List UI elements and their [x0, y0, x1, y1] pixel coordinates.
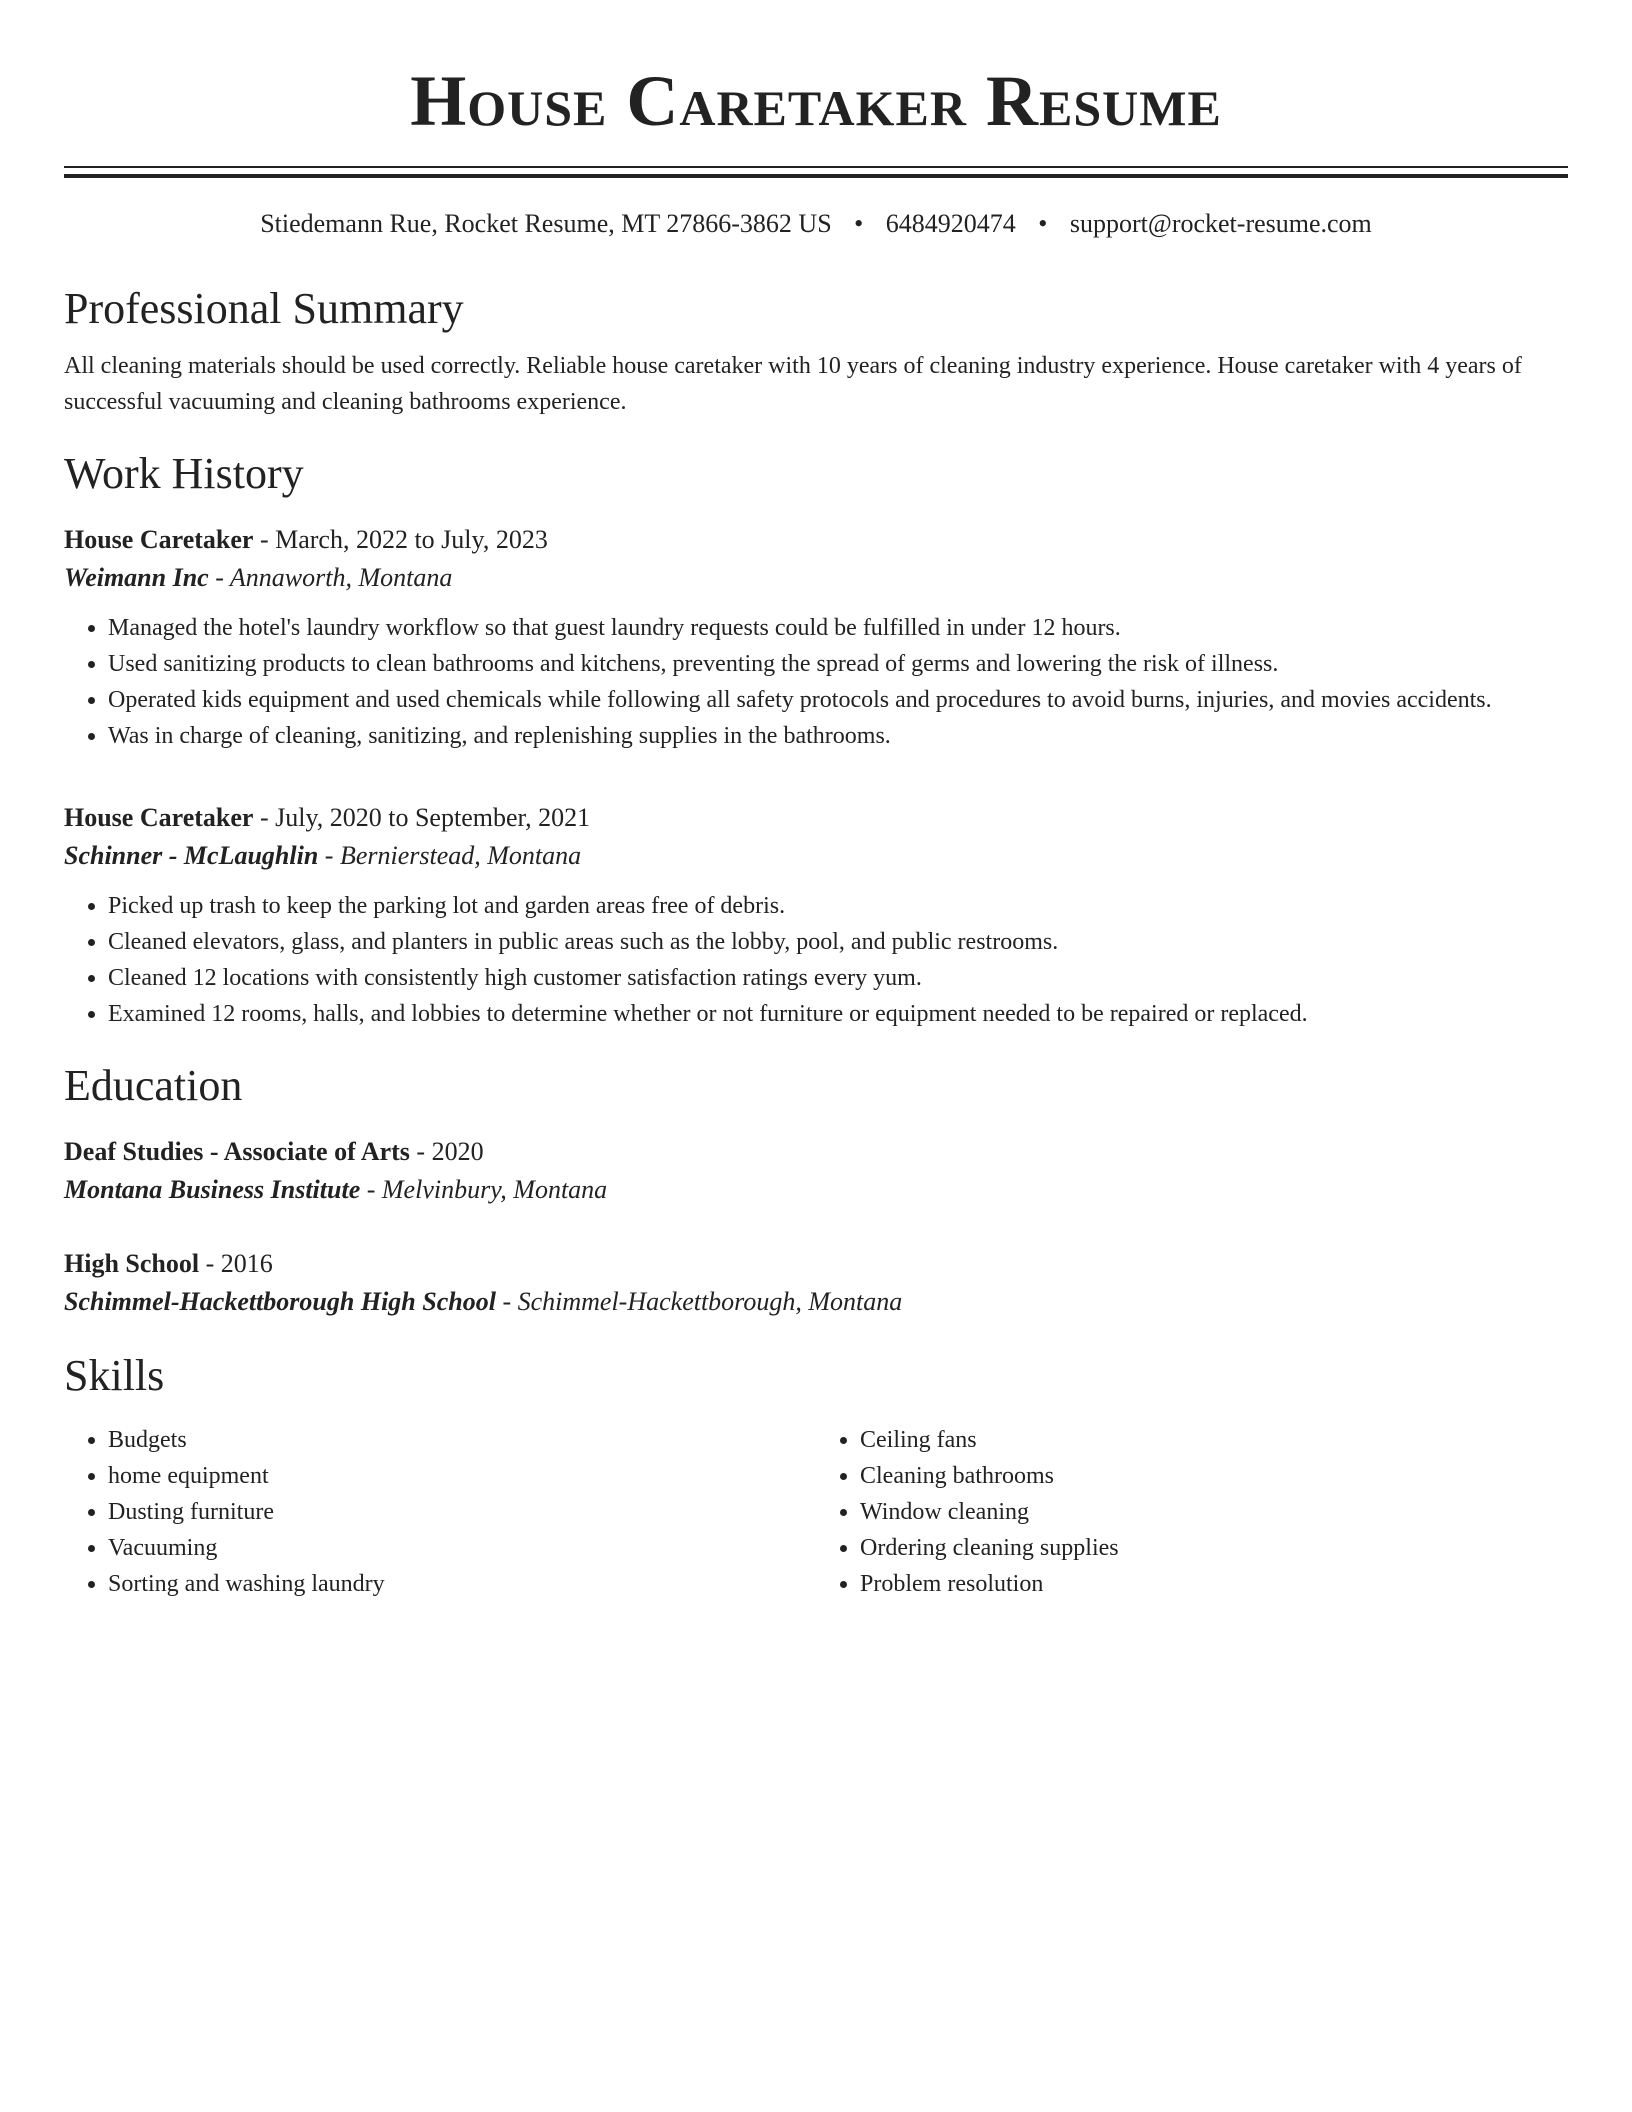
education-degree: Deaf Studies - Associate of Arts — [64, 1137, 410, 1166]
section-heading-education: Education — [64, 1061, 243, 1110]
job-company: Weimann Inc — [64, 563, 209, 592]
job-bullets — [64, 888, 1568, 1032]
title-divider — [64, 166, 1568, 178]
education-school: Montana Business Institute — [64, 1175, 361, 1204]
section-heading-skills: Skills — [64, 1351, 165, 1400]
professional-summary-section — [64, 283, 1568, 420]
contact-separator: • — [1038, 209, 1048, 238]
contact-line — [64, 208, 1568, 240]
resume-title: House Caretaker Resume — [410, 61, 1222, 141]
list-item: • Used sanitizing products to clean bathrooms and kitchens, preventing the spread of germs and lowering the risk of illness. — [108, 646, 1568, 682]
list-item: • Cleaned elevators, glass, and planters in public areas such as the lobby, pool, and public restrooms. — [108, 924, 1568, 960]
education-school-line — [64, 1282, 1568, 1322]
list-item: • Cleaned 12 locations with consistently high customer satisfaction ratings every yum. — [108, 960, 1568, 996]
skill-item: • Problem resolution — [860, 1566, 1568, 1602]
skill-item: • Ordering cleaning supplies — [860, 1530, 1568, 1566]
education-school-line — [64, 1170, 1568, 1210]
skill-item: • Window cleaning — [860, 1494, 1568, 1530]
skills-list-right — [816, 1422, 1568, 1602]
job-location: - Bernierstead, Montana — [318, 841, 582, 870]
divider-thick-line — [64, 174, 1568, 178]
education-degree: High School — [64, 1249, 200, 1278]
education-location: - Schimmel-Hackettborough, Montana — [495, 1287, 903, 1316]
job-company-line — [64, 558, 1568, 598]
contact-phone: 6484920474 — [885, 209, 1016, 238]
summary-text: All cleaning materials should be used correctly. Reliable house caretaker with 10 years of cleaning industry experience. House caretaker with 4 years of successful vacuuming and cleaning bathrooms experience. — [64, 353, 1522, 415]
job-location: - Annaworth, Montana — [208, 563, 453, 592]
education-year: - 2020 — [409, 1137, 484, 1166]
education-location: - Melvinbury, Montana — [360, 1175, 608, 1204]
list-item: • Was in charge of cleaning, sanitizing, and replenishing supplies in the bathrooms. — [108, 718, 1568, 754]
section-heading-summary: Professional Summary — [64, 284, 464, 333]
job-title-line — [64, 800, 1568, 836]
education-year: - 2016 — [199, 1249, 273, 1278]
list-item: • Picked up trash to keep the parking lot and garden areas free of debris. — [108, 888, 1568, 924]
skill-item: • Cleaning bathrooms — [860, 1458, 1568, 1494]
job-title: House Caretaker — [64, 525, 254, 554]
job-entry — [64, 800, 1568, 1032]
education-degree-line — [64, 1246, 1568, 1282]
divider-thin-line — [64, 166, 1568, 168]
contact-address: Stiedemann Rue, Rocket Resume, MT 27866-3862 US — [260, 209, 832, 238]
contact-separator: • — [854, 209, 864, 238]
skills-section — [64, 1350, 1568, 1602]
skills-grid — [64, 1422, 1568, 1602]
section-heading-work: Work History — [64, 449, 304, 498]
work-history-section — [64, 448, 1568, 1032]
job-title-line — [64, 522, 1568, 558]
job-company: Schinner - McLaughlin — [64, 841, 319, 870]
skill-item: • Vacuuming — [108, 1530, 816, 1566]
skill-item: • Dusting furniture — [108, 1494, 816, 1530]
skill-item: • Budgets — [108, 1422, 816, 1458]
job-entry — [64, 522, 1568, 754]
education-entry — [64, 1134, 1568, 1210]
list-item: • Operated kids equipment and used chemicals while following all safety protocols and procedures to avoid burns, injuries, and movies accidents. — [108, 682, 1568, 718]
list-item: • Examined 12 rooms, halls, and lobbies to determine whether or not furniture or equipment needed to be repaired or replaced. — [108, 996, 1568, 1032]
job-dates: - March, 2022 to July, 2023 — [253, 525, 548, 554]
education-school: Schimmel-Hackettborough High School — [64, 1287, 496, 1316]
skill-item: • Sorting and washing laundry — [108, 1566, 816, 1602]
education-entry — [64, 1246, 1568, 1322]
list-item: • Managed the hotel's laundry workflow so that guest laundry requests could be fulfilled in under 12 hours. — [108, 610, 1568, 646]
education-degree-line — [64, 1134, 1568, 1170]
skill-item: • home equipment — [108, 1458, 816, 1494]
skills-list-left — [64, 1422, 816, 1602]
job-bullets — [64, 610, 1568, 754]
job-dates: - July, 2020 to September, 2021 — [253, 803, 591, 832]
job-company-line — [64, 836, 1568, 876]
skill-item: • Ceiling fans — [860, 1422, 1568, 1458]
job-title: House Caretaker — [64, 803, 254, 832]
education-section — [64, 1060, 1568, 1322]
contact-email: support@rocket-resume.com — [1069, 209, 1372, 238]
